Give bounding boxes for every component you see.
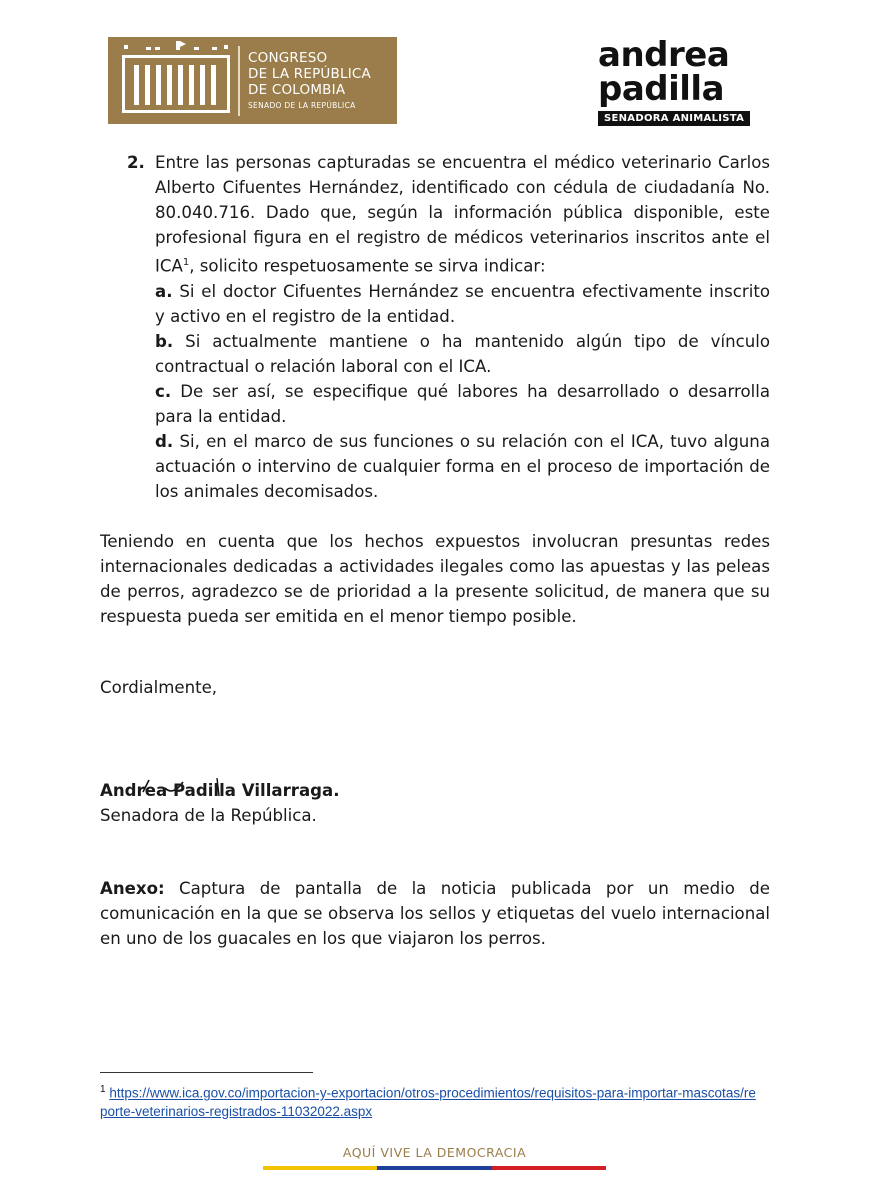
logo-divider [238, 46, 240, 116]
annex-label: Anexo: [100, 879, 165, 898]
signature-block [100, 778, 340, 828]
subitem-letter: d. [155, 431, 174, 451]
congreso-logo [108, 37, 397, 124]
brand-first-name: andrea [598, 35, 730, 75]
subitem-text: De ser así, se especifique qué labores ha desarrollado o desarrolla para la entidad. [155, 381, 771, 426]
congreso-line-2: DE LA REPÚBLICA [248, 65, 371, 82]
letter-body [100, 150, 770, 629]
congreso-wordmark [248, 50, 371, 112]
footnote-separator [100, 1072, 313, 1073]
item-number: 2. [127, 153, 145, 172]
page-footer [263, 1145, 606, 1170]
closing-paragraph: Teniendo en cuenta que los hechos expuestos involucran presuntas redes internacionales dedicadas a actividades ilegales como las apuestas y las peleas de perros, agradezco se de prioridad a la presente solicitud, de manera que su respuesta pueda ser emitida en el menor tiempo posible. [100, 531, 770, 626]
footnote-link[interactable]: https://www.ica.gov.co/importacion-y-exportacion/otros-procedimientos/requisitos-para-importar-mascotas/reporte-veterinarios-registrados-11032022.aspx [100, 1085, 756, 1119]
signer-title: Senadora de la República. [100, 806, 317, 825]
annex-text: Captura de pantalla de la noticia publicada por un medio de comunicación en la que se observa los sellos y etiquetas del vuelo internacional en uno de los guacales en los que viajaron los perros. [100, 879, 770, 948]
capitol-building-icon [114, 37, 236, 124]
footnote-reference[interactable]: 1 [182, 257, 190, 268]
subitem-c [155, 379, 770, 429]
brand-tagline: SENADORA ANIMALISTA [598, 111, 750, 126]
subitem-text: Si el doctor Cifuentes Hernández se encuentra efectivamente inscrito y activo en el registro de la entidad. [155, 281, 770, 326]
subitem-letter: c. [155, 381, 172, 401]
subitem-b [155, 329, 770, 379]
congreso-line-1: CONGRESO [248, 49, 328, 66]
congreso-subline: SENADO DE LA REPÚBLICA [248, 100, 356, 110]
subitem-text: Si actualmente mantiene o ha mantenido algún tipo de vínculo contractual o relación laboral con el ICA. [155, 331, 770, 376]
salutation: Cordialmente, [100, 678, 218, 697]
numbered-request-item [100, 150, 770, 504]
stripe-yellow [263, 1166, 377, 1170]
item-intro-end: , solicito respetuosamente se sirva indicar: [189, 256, 546, 276]
subitem-a [155, 279, 770, 329]
subitem-text: Si, en el marco de sus funciones o su relación con el ICA, tuvo alguna actuación o intervino de cualquier forma en el proceso de importación de los animales decomisados. [155, 431, 770, 501]
congreso-line-3: DE COLOMBIA [248, 81, 346, 98]
subitem-letter: b. [155, 331, 174, 351]
annex-note [100, 876, 770, 951]
item-intro: Entre las personas capturadas se encuentra el médico veterinario Carlos Alberto Cifuentes Hernández, identificado con cédula de ciudadanía No. 80.040.716. Dado que, según la información pública disponible, este profesional figura en el registro de médicos veterinarios inscritos ante el ICA [155, 153, 770, 276]
subitem-d [155, 429, 770, 504]
stripe-red [492, 1166, 606, 1170]
signer-name: Andrea Padilla Villarraga. [100, 781, 340, 800]
subitem-letter: a. [155, 281, 173, 301]
flag-stripe [263, 1166, 606, 1170]
footnote [100, 1081, 760, 1121]
letterhead [0, 0, 869, 140]
brand-last-name: padilla [598, 69, 725, 109]
senator-logo [598, 35, 758, 126]
footnote-number: 1 [100, 1084, 106, 1095]
footer-slogan: AQUÍ VIVE LA DEMOCRACIA [342, 1145, 527, 1160]
stripe-blue [377, 1166, 491, 1170]
